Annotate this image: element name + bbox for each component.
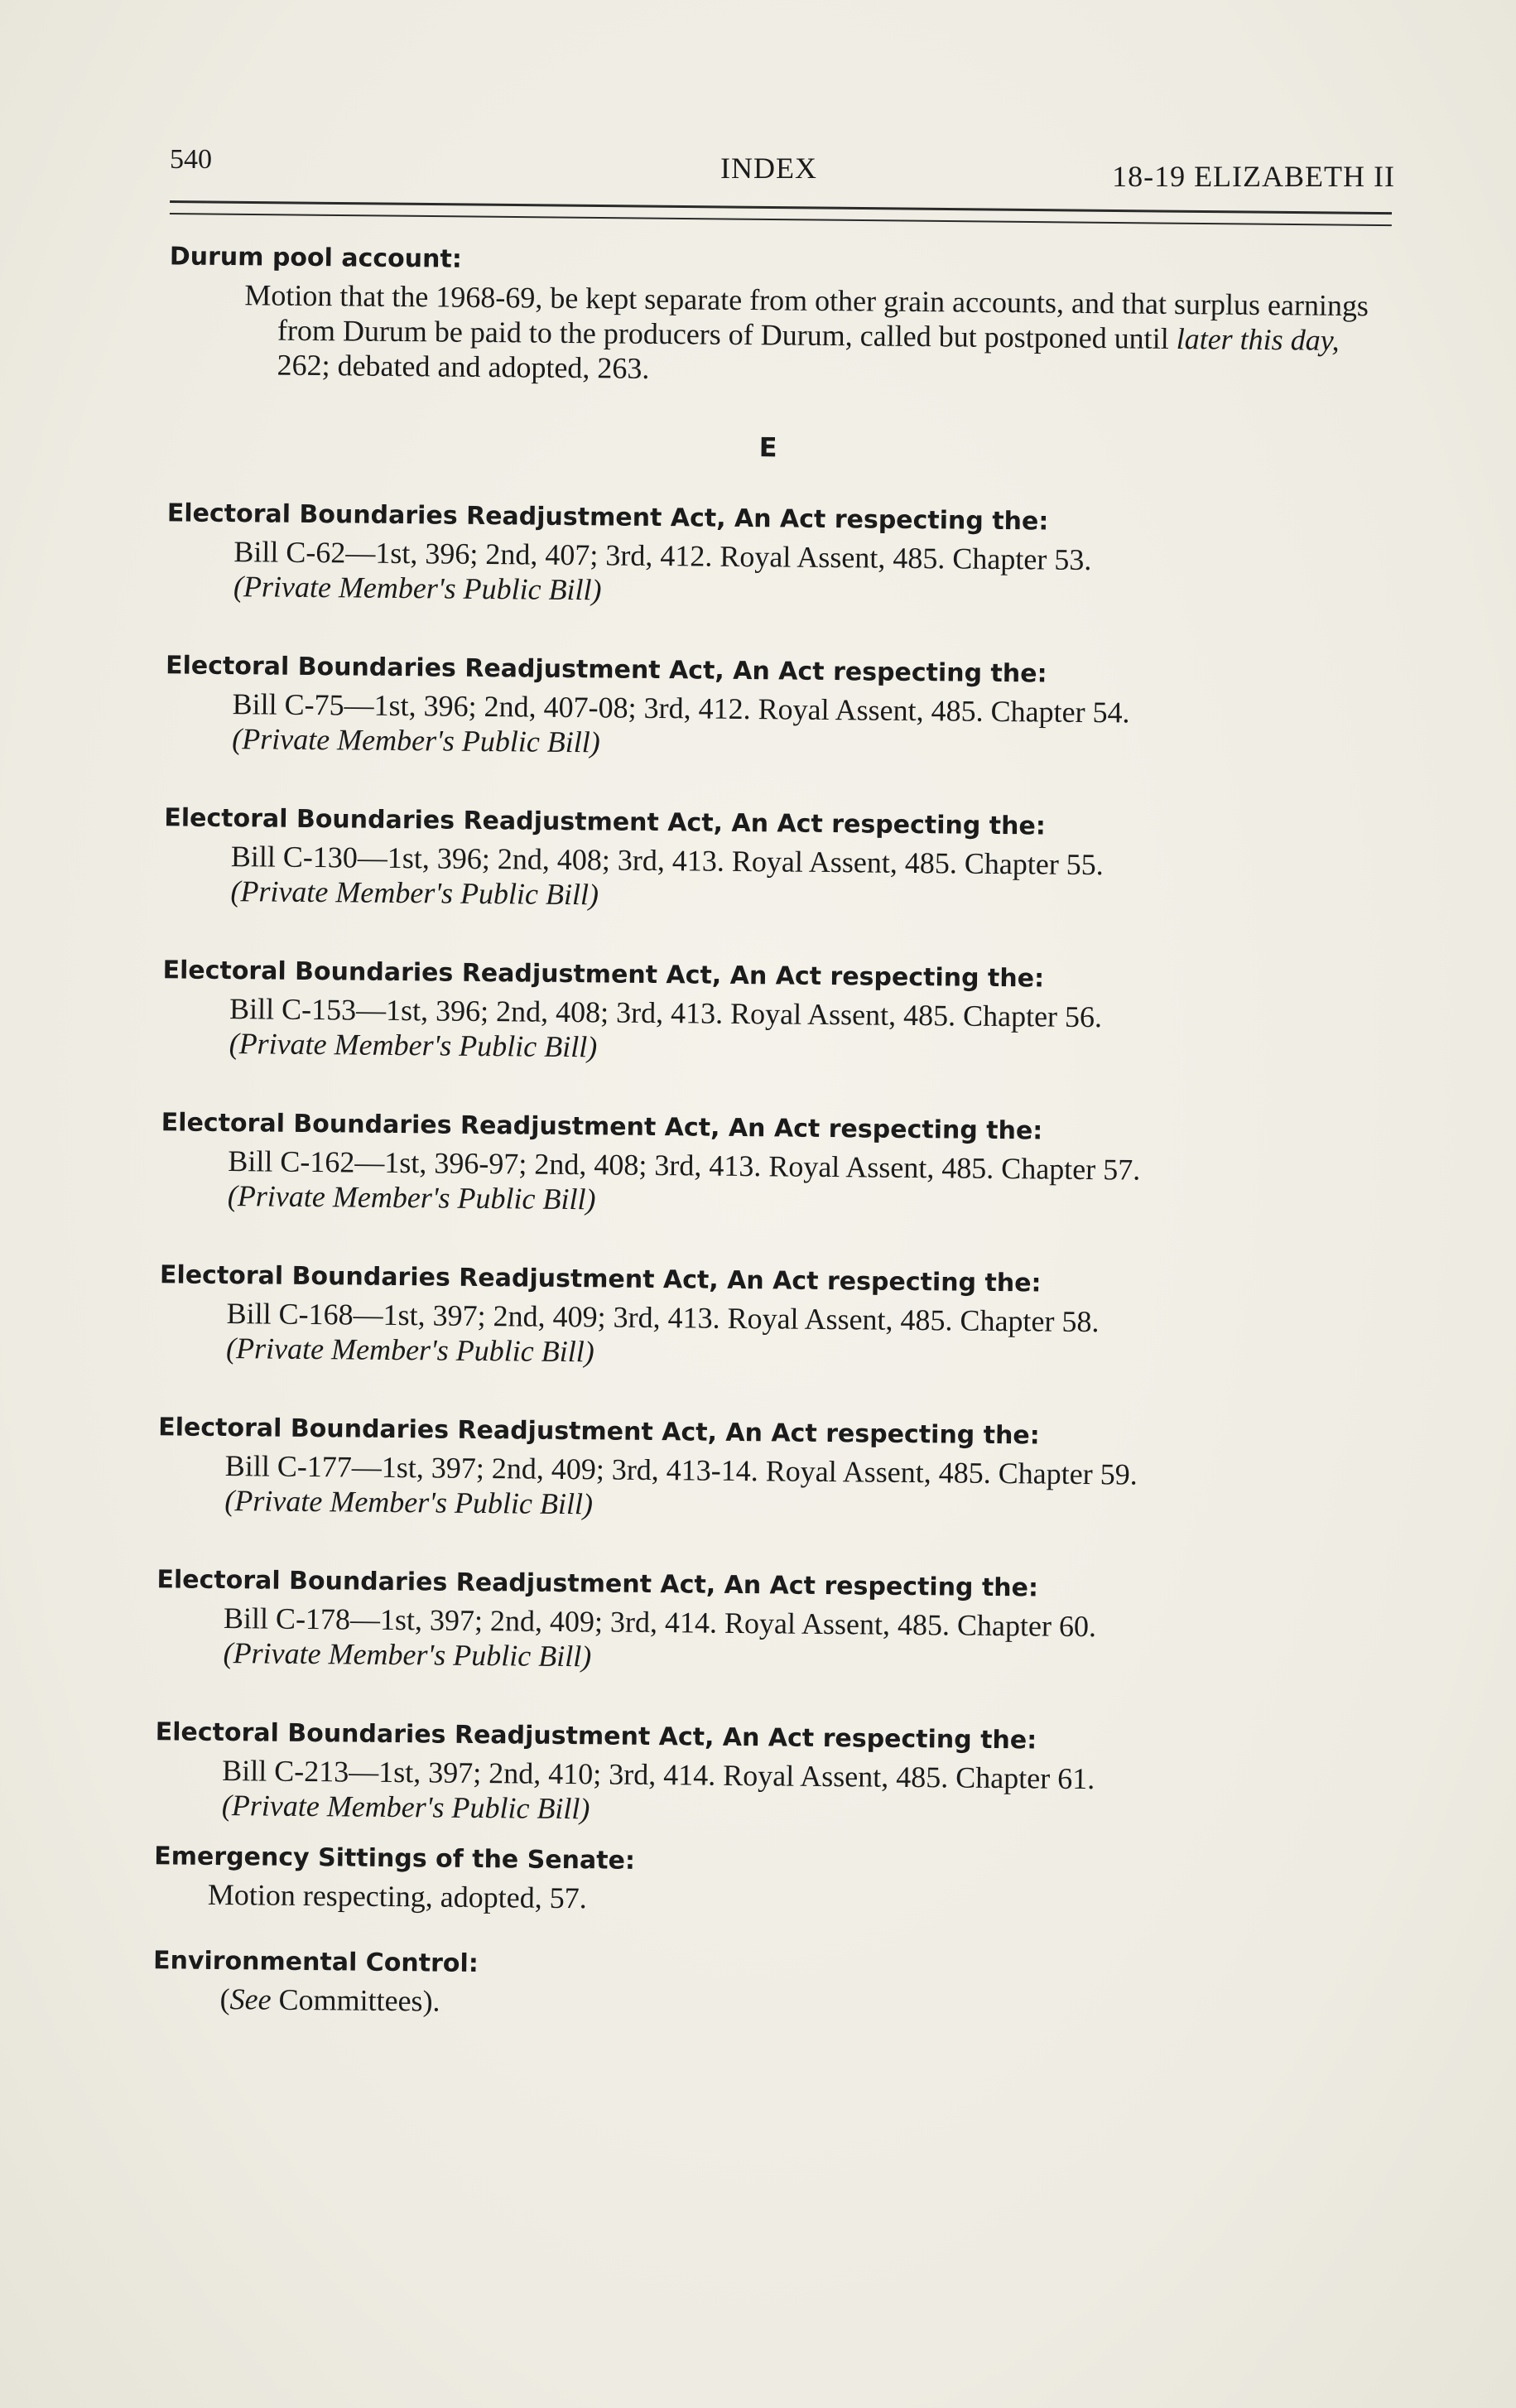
bill-reference: Bill C-213—1st, 397; 2nd, 410; 3rd, 414. Royal Assent, 485. Chapter 61. <box>222 1754 1095 1796</box>
entry-heading: Environmental Control: <box>152 1946 479 1979</box>
entry-text: Motion respecting, adopted, 57. <box>207 1877 587 1915</box>
entry-heading: Electoral Boundaries Readjustment Act, An Act respecting the: <box>156 1565 1039 1603</box>
index-entry-electoral <box>137 497 1380 614</box>
bill-note: (Private Member's Public Bill) <box>221 1789 590 1826</box>
bill-note: (Private Member's Public Bill) <box>229 1027 598 1064</box>
index-entry-electoral <box>136 649 1379 767</box>
electoral-entries <box>126 497 1380 1833</box>
index-entry-electoral <box>134 802 1377 919</box>
bill-note: (Private Member's Public Bill) <box>224 1484 594 1521</box>
entry-heading: Electoral Boundaries Readjustment Act, An Act respecting the: <box>158 1413 1040 1451</box>
entry-text <box>243 277 1382 393</box>
section-letter: E <box>758 431 777 464</box>
index-entry-electoral <box>132 954 1375 1072</box>
bill-reference: Bill C-177—1st, 397; 2nd, 409; 3rd, 413-14. Royal Assent, 485. Chapter 59. <box>224 1449 1138 1491</box>
entry-heading: Electoral Boundaries Readjustment Act, An Act respecting the: <box>159 1260 1042 1298</box>
index-entry-electoral <box>132 1106 1374 1224</box>
bill-reference: Bill C-75—1st, 396; 2nd, 407-08; 3rd, 412. Royal Assent, 485. Chapter 54. <box>232 687 1130 730</box>
see-target: Committees). <box>271 1982 440 2018</box>
index-entry-environmental <box>123 1944 1366 2027</box>
bill-reference: Bill C-62—1st, 396; 2nd, 407; 3rd, 412. Royal Assent, 485. Chapter 53. <box>233 535 1092 577</box>
bill-note: (Private Member's Public Bill) <box>223 1636 592 1674</box>
bill-reference: Bill C-153—1st, 396; 2nd, 408; 3rd, 413. Royal Assent, 485. Chapter 56. <box>229 992 1103 1034</box>
bill-note: (Private Member's Public Bill) <box>233 570 602 607</box>
entry-text-a: Motion that the 1968-69, be kept separate from other grain accounts, and that surplus earnings from Durum be paid to the producers of Durum, called but postponed until <box>244 278 1369 356</box>
see-open-paren: ( <box>219 1982 230 2016</box>
bill-reference: Bill C-178—1st, 397; 2nd, 409; 3rd, 414. Royal Assent, 485. Chapter 60. <box>223 1601 1097 1644</box>
index-entry-emergency <box>125 1840 1368 1923</box>
entry-heading: Electoral Boundaries Readjustment Act, An Act respecting the: <box>155 1717 1037 1755</box>
index-entry-electoral <box>126 1716 1369 1833</box>
entry-heading: Electoral Boundaries Readjustment Act, An Act respecting the: <box>166 498 1049 537</box>
index-entry-durum <box>139 240 1383 393</box>
header-double-rule <box>170 200 1392 226</box>
bill-note: (Private Member's Public Bill) <box>225 1332 594 1369</box>
entry-heading: Electoral Boundaries Readjustment Act, An Act respecting the: <box>165 651 1047 689</box>
see-word: See <box>229 1982 272 2016</box>
entry-text-italic: later this day, <box>1176 322 1340 357</box>
index-content <box>123 240 1383 2027</box>
bill-note: (Private Member's Public Bill) <box>227 1179 596 1216</box>
bill-reference: Bill C-130—1st, 396; 2nd, 408; 3rd, 413. Royal Assent, 485. Chapter 55. <box>230 840 1104 882</box>
entry-text-b: 262; debated and adopted, 263. <box>277 348 650 385</box>
bill-reference: Bill C-162—1st, 396-97; 2nd, 408; 3rd, 413. Royal Assent, 485. Chapter 57. <box>228 1144 1141 1187</box>
entry-heading: Emergency Sittings of the Senate: <box>154 1842 636 1876</box>
bill-note: (Private Member's Public Bill) <box>232 722 600 759</box>
entry-text <box>219 1982 1365 2027</box>
index-entry-electoral <box>128 1411 1371 1529</box>
page-title: INDEX <box>720 152 817 185</box>
entry-heading: Electoral Boundaries Readjustment Act, An Act respecting the: <box>164 803 1046 841</box>
entry-heading: Electoral Boundaries Readjustment Act, An Act respecting the: <box>161 1108 1043 1146</box>
index-entry-electoral <box>130 1259 1373 1376</box>
entry-heading: Electoral Boundaries Readjustment Act, An Act respecting the: <box>162 956 1045 994</box>
page-number: 540 <box>170 144 212 175</box>
index-entry-electoral <box>127 1563 1369 1681</box>
bill-reference: Bill C-168—1st, 397; 2nd, 409; 3rd, 413. Royal Assent, 485. Chapter 58. <box>226 1297 1100 1339</box>
bill-note: (Private Member's Public Bill) <box>230 874 599 912</box>
regnal-year: 18-19 ELIZABETH II <box>1112 160 1395 193</box>
page-header <box>170 139 1395 197</box>
entry-heading: Durum pool account: <box>169 242 462 274</box>
